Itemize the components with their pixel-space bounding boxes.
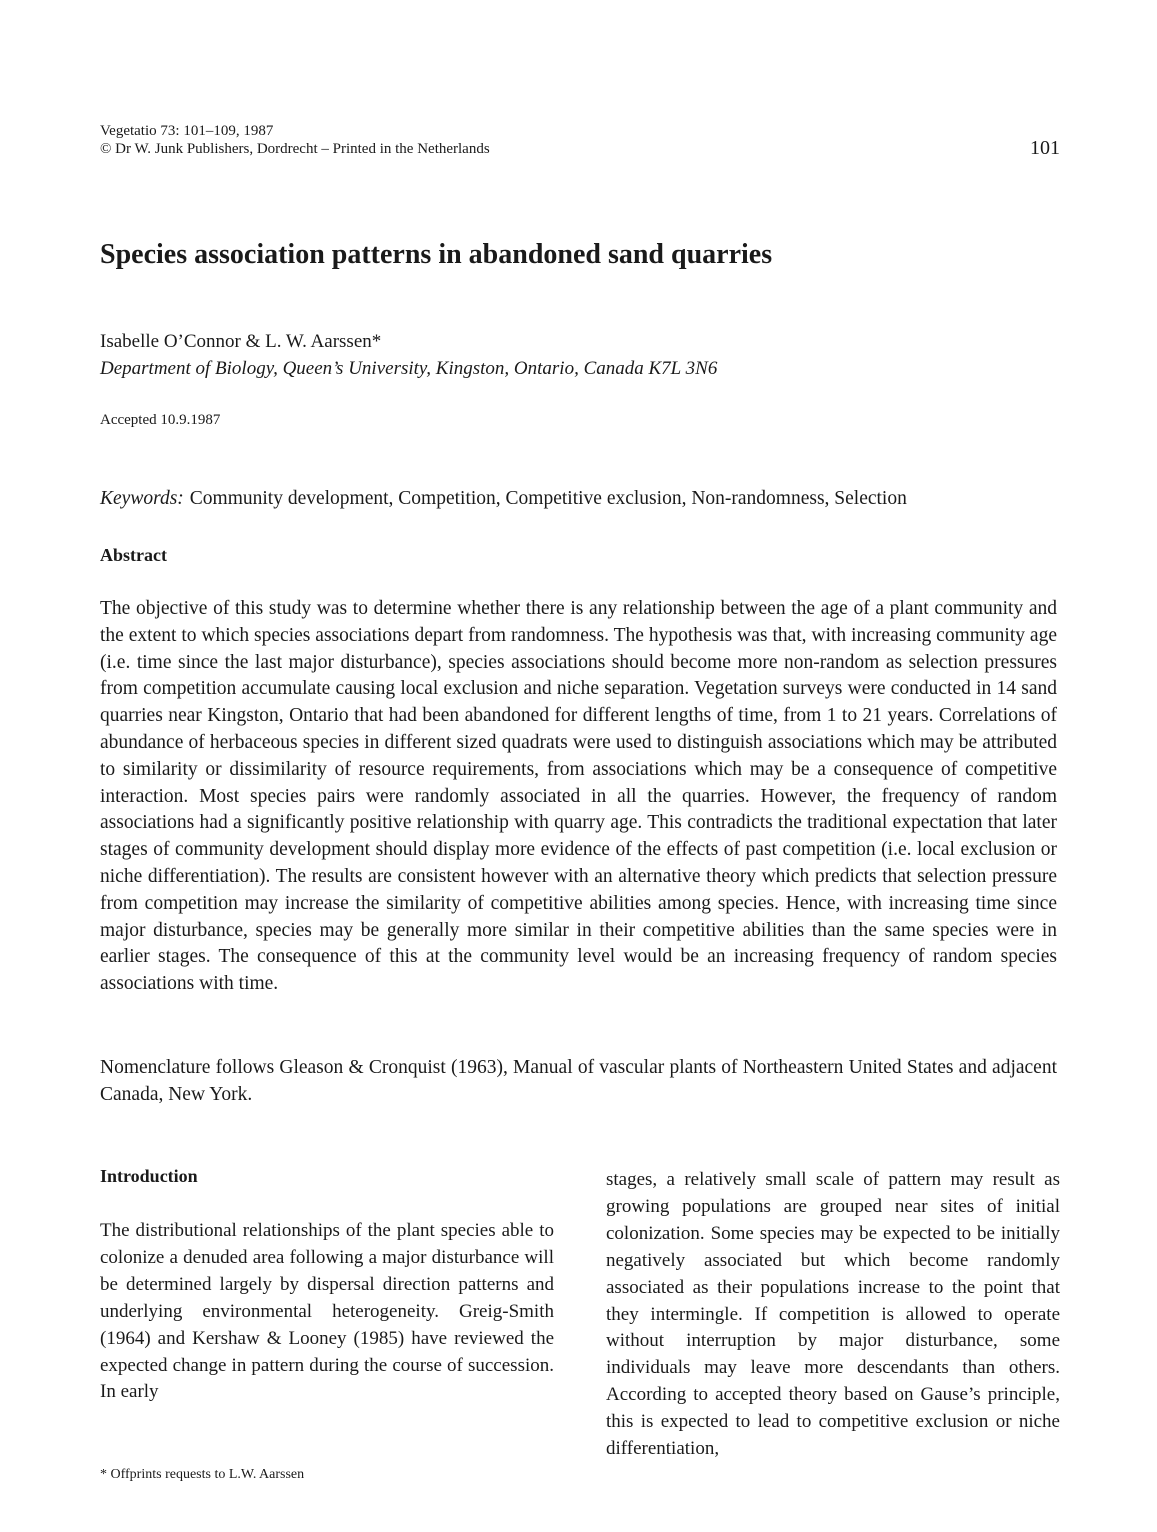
introduction-right-column: stages, a relatively small scale of pattern may result as growing populations are grouped near sites of initial colonization. Some species may be expected to be initially negatively associated but which become randomly associated as their populations increase to the point that they intermingle. If competition is allowed to operate without interruption by major disturbance, some individuals may leave more descendants than others. According to accepted theory based on Gause’s principle, this is expected to lead to competitive exclusion or niche differentiation,: [606, 1169, 1060, 1460]
introduction-heading: Introduction: [100, 1166, 198, 1186]
abstract-heading: Abstract: [100, 545, 167, 565]
abstract-text: The objective of this study was to determine whether there is any relationship between the age of a plant community and the extent to which species associations depart from randomness. The hypothesis was that, with increasing community age (i.e. time since the last major disturbance), species associations should become more non-random as selection pressures from competition accumulate causing local exclusion and niche separation. Vegetation surveys were conducted in 14 sand quarries near Kingston, Ontario that had been abandoned for different lengths of time, from 1 to 21 years. Correlations of abundance of herbaceous species in different sized quadrats were used to distinguish associations which may be attributed to similarity or dissimilarity of resource requirements, from associations which may be a consequence of competitive interaction. Most species pairs were randomly associated in all the quarries. However, the frequency of random associations had a significantly positive relationship with quarry age. This contradicts the traditional expectation that later stages of community development should display more evidence of the effects of past competition (i.e. local exclusion or niche differentiation). The results are consistent however with an alternative theory which predicts that selection pressure from competition may increase the similarity of competitive abilities among species. Hence, with increasing time since major disturbance, species may be generally more similar in their competitive abilities than the same species were in earlier stages. The consequence of this at the community level would be an increasing frequency of random species associations with time.: [100, 598, 1057, 995]
keywords: [100, 488, 907, 510]
authors: Isabelle O’Connor & L. W. Aarssen*: [100, 331, 382, 352]
journal-line-2: © Dr W. Junk Publishers, Dordrecht – Printed in the Netherlands: [100, 141, 490, 157]
nomenclature-note: Nomenclature follows Gleason & Cronquist (1963), Manual of vascular plants of Northeastern United States and adjacent Canada, New York.: [100, 1057, 1057, 1105]
journal-citation: [100, 122, 490, 158]
keywords-label: Keywords:: [100, 488, 184, 509]
page-number: 101: [1030, 137, 1060, 159]
footnote: * Offprints requests to L.W. Aarssen: [100, 1467, 305, 1482]
journal-line-1: Vegetatio 73: 101–109, 1987: [100, 123, 274, 139]
accepted-date: Accepted 10.9.1987: [100, 412, 221, 428]
paper-title: Species association patterns in abandoned sand quarries: [100, 239, 773, 270]
affiliation: Department of Biology, Queen’s University, Kingston, Ontario, Canada K7L 3N6: [100, 358, 718, 379]
introduction-left-column: The distributional relationships of the plant species able to colonize a denuded area following a major disturbance will be determined largely by dispersal direction patterns and underlying environmental heterogeneity. Greig-Smith (1964) and Kershaw & Looney (1985) have reviewed the expected change in pattern during the course of succession. In early: [100, 1220, 554, 1403]
author-block: [100, 328, 717, 382]
keywords-text: Community development, Competition, Competitive exclusion, Non-randomness, Selection: [189, 488, 907, 509]
